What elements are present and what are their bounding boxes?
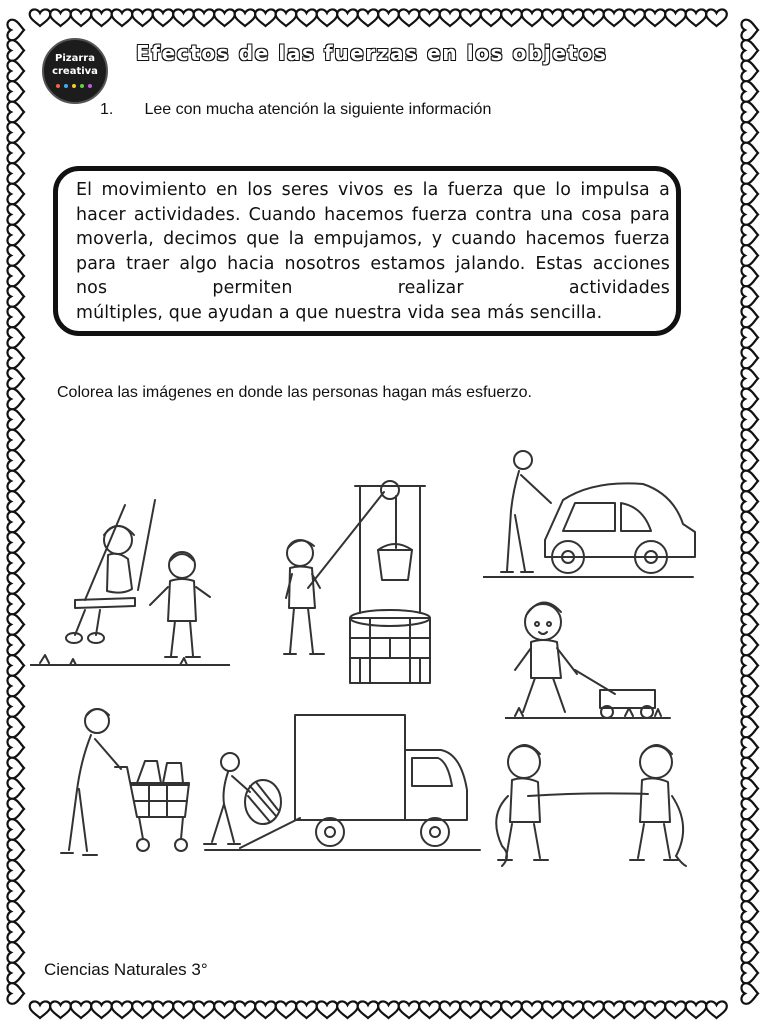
heart-border-icon [30, 9, 51, 26]
heart-border-icon [624, 1001, 645, 1018]
heart-border-icon [741, 819, 758, 840]
heart-border-icon [741, 573, 758, 594]
heart-border-icon [645, 1001, 666, 1018]
heart-border-icon [706, 1001, 727, 1018]
heart-border-icon [7, 635, 24, 656]
man-rolling-barrel-into-truck-icon[interactable] [200, 710, 485, 860]
heart-border-icon [741, 717, 758, 738]
heart-border-icon [741, 245, 758, 266]
heart-border-icon [741, 737, 758, 758]
heart-border-icon [741, 553, 758, 574]
heart-border-icon [399, 1001, 420, 1018]
heart-border-icon [7, 614, 24, 635]
heart-border-icon [741, 368, 758, 389]
heart-border-icon [255, 1001, 276, 1018]
heart-border-icon [7, 696, 24, 717]
heart-border-icon [7, 819, 24, 840]
heart-border-icon [7, 327, 24, 348]
info-text-last-line: múltiples, que ayudan a que nuestra vida sea más sencilla. [76, 302, 603, 323]
heart-border-icon [741, 532, 758, 553]
heart-border-icon [741, 163, 758, 184]
heart-border-icon [7, 143, 24, 164]
heart-border-icon [112, 9, 133, 26]
heart-border-icon [481, 9, 502, 26]
heart-border-icon [7, 799, 24, 820]
heart-border-icon [214, 9, 235, 26]
heart-border-icon [741, 327, 758, 348]
heart-border-icon [173, 1001, 194, 1018]
heart-border-icon [235, 1001, 256, 1018]
heart-border-icon [741, 901, 758, 922]
heart-border-icon [235, 9, 256, 26]
heart-border-icon [296, 9, 317, 26]
heart-border-icon [741, 491, 758, 512]
heart-border-icon [741, 676, 758, 697]
heart-border-icon [741, 860, 758, 881]
heart-border-icon [7, 594, 24, 615]
heart-border-icon [460, 9, 481, 26]
heart-border-icon [7, 840, 24, 861]
heart-border-icon [583, 9, 604, 26]
heart-border-icon [460, 1001, 481, 1018]
heart-border-icon [686, 1001, 707, 1018]
heart-border-icon [741, 61, 758, 82]
heart-border-icon [7, 286, 24, 307]
heart-border-icon [378, 9, 399, 26]
heart-border-icon [7, 553, 24, 574]
heart-border-icon [665, 1001, 686, 1018]
heart-border-icon [7, 450, 24, 471]
heart-border-icon [50, 1001, 71, 1018]
heart-border-icon [358, 9, 379, 26]
heart-border-icon [7, 204, 24, 225]
heart-border-icon [7, 778, 24, 799]
heart-border-icon [741, 450, 758, 471]
heart-border-icon [50, 9, 71, 26]
heart-border-icon [741, 655, 758, 676]
heart-border-icon [317, 1001, 338, 1018]
heart-border-icon [440, 1001, 461, 1018]
heart-border-icon [481, 1001, 502, 1018]
logo-line2: creativa [52, 66, 98, 77]
heart-border-icon [741, 307, 758, 328]
heart-border-icon [71, 1001, 92, 1018]
heart-border-icon [7, 20, 24, 41]
heart-border-icon [7, 163, 24, 184]
heart-border-icon [7, 430, 24, 451]
heart-border-icon [7, 307, 24, 328]
heart-border-icon [741, 942, 758, 963]
instruction-2: Colorea las imágenes en donde las personas hagan más esfuerzo. [57, 384, 532, 401]
heart-border-icon [741, 922, 758, 943]
heart-border-icon [7, 983, 24, 1004]
heart-border-icon [741, 40, 758, 61]
heart-border-icon [741, 758, 758, 779]
info-text-body: El movimiento en los seres vivos es la fuerza que lo impulsa a hacer actividades. Cuando hacemos fuerza contra una cosa para moverla, decimos que la empujamos, y cuando hacemos fuerza para traer algo hacia nosotros estamos jalando. Estas acciones nos permiten realizar actividades [76, 180, 670, 298]
heart-border-icon [741, 614, 758, 635]
heart-border-icon [378, 1001, 399, 1018]
heart-border-icon [501, 9, 522, 26]
boy-pushing-lawnmower-icon[interactable] [505, 590, 675, 725]
heart-border-icon [7, 963, 24, 984]
heart-border-icon [741, 204, 758, 225]
heart-border-icon [440, 9, 461, 26]
heart-border-icon [7, 266, 24, 287]
heart-border-icon [741, 840, 758, 861]
heart-border-icon [563, 9, 584, 26]
children-swing-icon[interactable] [30, 495, 230, 680]
footer-subject: Ciencias Naturales 3° [44, 960, 208, 979]
heart-border-icon [7, 471, 24, 492]
heart-border-icon [741, 184, 758, 205]
heart-border-icon [7, 409, 24, 430]
heart-border-icon [7, 758, 24, 779]
page-title: Efectos de las fuerzas en los objetos [136, 41, 608, 65]
heart-border-icon [71, 9, 92, 26]
heart-border-icon [214, 1001, 235, 1018]
heart-border-icon [741, 799, 758, 820]
heart-border-icon [7, 573, 24, 594]
heart-border-icon [358, 1001, 379, 1018]
heart-border-icon [741, 20, 758, 41]
heart-border-icon [7, 676, 24, 697]
heart-border-icon [741, 963, 758, 984]
heart-border-icon [604, 1001, 625, 1018]
logo-line1: Pizarra [55, 53, 95, 64]
heart-border-icon [7, 348, 24, 369]
instruction-1-number: 1. [100, 101, 114, 118]
heart-border-icon [741, 122, 758, 143]
heart-border-icon [706, 9, 727, 26]
heart-border-icon [7, 81, 24, 102]
heart-border-icon [7, 512, 24, 533]
heart-border-icon [194, 9, 215, 26]
heart-border-icon [173, 9, 194, 26]
heart-border-icon [522, 9, 543, 26]
heart-border-icon [7, 491, 24, 512]
heart-border-icon [501, 1001, 522, 1018]
heart-border-icon [7, 122, 24, 143]
heart-border-icon [194, 1001, 215, 1018]
heart-border-icon [741, 348, 758, 369]
boys-tug-of-war-icon[interactable] [488, 740, 698, 870]
heart-border-icon [132, 1001, 153, 1018]
heart-border-icon [7, 40, 24, 61]
heart-border-icon [7, 532, 24, 553]
heart-border-icon [542, 9, 563, 26]
heart-border-icon [7, 102, 24, 123]
instruction-1-text: Lee con mucha atención la siguiente información [144, 101, 492, 118]
heart-border-icon [7, 881, 24, 902]
heart-border-icon [7, 737, 24, 758]
heart-border-icon [7, 245, 24, 266]
heart-border-icon [741, 102, 758, 123]
heart-border-icon [665, 9, 686, 26]
heart-border-icon [7, 922, 24, 943]
heart-border-icon [741, 81, 758, 102]
heart-border-icon [91, 9, 112, 26]
heart-border-icon [7, 901, 24, 922]
heart-border-icon [741, 512, 758, 533]
boy-pulling-well-bucket-icon[interactable] [270, 478, 445, 693]
heart-border-icon [7, 184, 24, 205]
heart-border-icon [132, 9, 153, 26]
heart-border-icon [741, 471, 758, 492]
heart-border-icon [741, 696, 758, 717]
heart-border-icon [337, 1001, 358, 1018]
logo-decoration-icon [54, 82, 96, 90]
pizarra-creativa-logo [42, 38, 108, 104]
heart-border-icon [741, 778, 758, 799]
heart-border-icon [7, 225, 24, 246]
heart-border-icon [276, 9, 297, 26]
heart-border-icon [153, 1001, 174, 1018]
heart-border-icon [741, 225, 758, 246]
heart-border-icon [7, 655, 24, 676]
heart-border-icon [741, 143, 758, 164]
heart-border-icon [583, 1001, 604, 1018]
heart-border-icon [296, 1001, 317, 1018]
heart-border-icon [91, 1001, 112, 1018]
heart-border-icon [522, 1001, 543, 1018]
heart-border-icon [741, 635, 758, 656]
heart-border-icon [276, 1001, 297, 1018]
heart-border-icon [337, 9, 358, 26]
heart-border-icon [542, 1001, 563, 1018]
heart-border-icon [741, 430, 758, 451]
heart-border-icon [7, 368, 24, 389]
heart-border-icon [604, 9, 625, 26]
heart-border-icon [741, 881, 758, 902]
heart-border-icon [624, 9, 645, 26]
heart-border-icon [30, 1001, 51, 1018]
heart-border-icon [419, 1001, 440, 1018]
heart-border-icon [741, 286, 758, 307]
heart-border-icon [399, 9, 420, 26]
heart-border-icon [7, 61, 24, 82]
instruction-1 [100, 101, 491, 119]
heart-border-icon [741, 983, 758, 1004]
heart-border-icon [741, 266, 758, 287]
heart-border-icon [741, 389, 758, 410]
heart-border-icon [112, 1001, 133, 1018]
info-text [76, 178, 670, 325]
heart-border-icon [7, 860, 24, 881]
heart-border-icon [563, 1001, 584, 1018]
heart-border-icon [7, 389, 24, 410]
heart-border-icon [741, 409, 758, 430]
heart-border-icon [645, 9, 666, 26]
heart-border-icon [686, 9, 707, 26]
heart-border-icon [7, 942, 24, 963]
heart-border-icon [419, 9, 440, 26]
heart-border-icon [317, 9, 338, 26]
heart-border-icon [255, 9, 276, 26]
woman-pushing-shopping-cart-icon[interactable] [55, 705, 195, 865]
heart-border-icon [741, 594, 758, 615]
person-pushing-car-icon[interactable] [483, 445, 703, 585]
heart-border-icon [153, 9, 174, 26]
heart-border-icon [7, 717, 24, 738]
